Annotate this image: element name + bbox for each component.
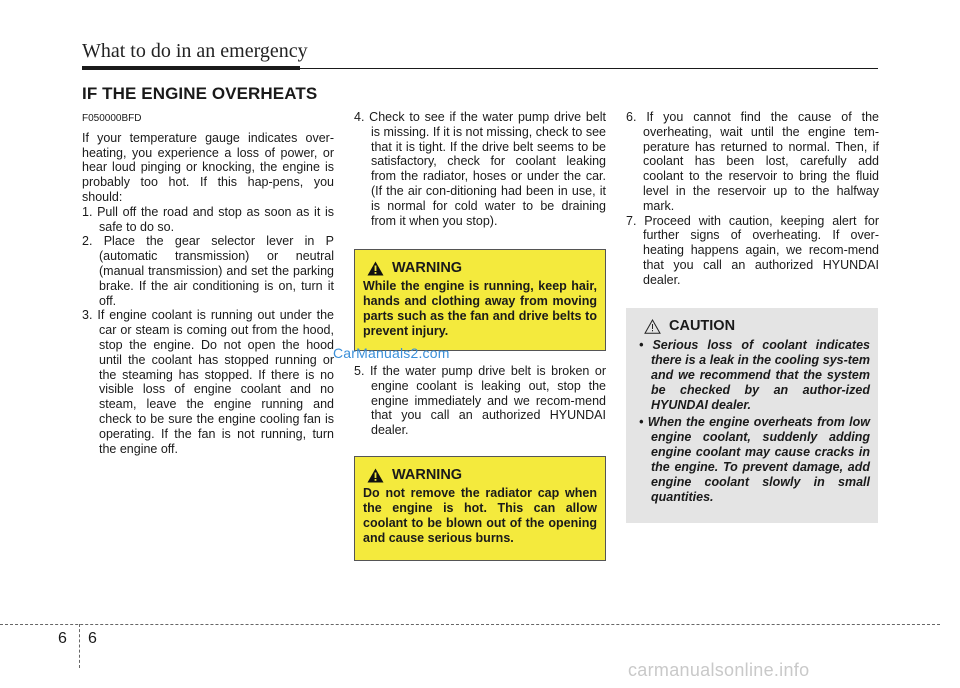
caution-title bbox=[644, 318, 870, 334]
footer-divider bbox=[79, 624, 80, 668]
page-number: 6 bbox=[88, 630, 97, 647]
site-watermark: carmanualsonline.info bbox=[628, 660, 810, 680]
column-2 bbox=[354, 110, 606, 228]
step-item: 6. If you cannot find the cause of the overheating, wait until the engine tem-perature has returned to normal. Then, if coolant has been lost, carefully add coolant to the reservoir to bring the fluid level in the reservoir up to the halfway mark. bbox=[626, 110, 879, 213]
step-item: 4. Check to see if the water pump drive belt is missing. If it is not missing, check to see that it is tight. If the drive belt seems to be satisfactory, check for coolant leaking from the radiator, hoses or under the car. (If the air con-ditioning had been in use, it is normal for cold water to be draining from it when you stop). bbox=[354, 110, 606, 228]
header-rule-thin bbox=[82, 68, 878, 69]
intro-paragraph: If your temperature gauge indicates over-heating, you experience a loss of power, or hear loud pinging or knocking, the engine is probably too hot. If this hap-pens, you should: bbox=[82, 130, 334, 204]
footer-rule bbox=[0, 624, 940, 625]
warning-title-text: WARNING bbox=[392, 260, 463, 276]
warning-body: Do not remove the radiator cap when the engine is hot. This can allow coolant to be blown out of the opening and cause serious burns. bbox=[363, 486, 597, 545]
warning-title bbox=[367, 260, 597, 276]
warning-title bbox=[367, 467, 597, 483]
column-2-lower bbox=[354, 364, 606, 438]
warning-box bbox=[354, 456, 606, 561]
column-3 bbox=[626, 110, 879, 288]
step-item: 3. If engine coolant is running out under the car or steam is coming out from the hood, stop the engine. Do not open the hood until the coolant has stopped running or the steaming has stopped. If there is no visible loss of engine coolant and no steam, leave the engine running and check to be sure the engine cooling fan is operating. If the fan is not running, turn the engine off. bbox=[82, 308, 334, 456]
caution-box bbox=[626, 308, 878, 523]
section-heading: IF THE ENGINE OVERHEATS bbox=[82, 84, 318, 103]
step-item: 5. If the water pump drive belt is broken or engine coolant is leaking out, stop the engine immediately and we recom-mend that you call an authorized HYUNDAI dealer. bbox=[354, 364, 606, 438]
caution-title-text: CAUTION bbox=[669, 318, 736, 334]
watermark-link[interactable]: CarManuals2.com bbox=[333, 345, 450, 361]
warning-body: While the engine is running, keep hair, hands and clothing away from moving parts such as the fan and drive belts to prevent injury. bbox=[363, 279, 597, 338]
chapter-number: 6 bbox=[58, 630, 67, 647]
page-header-title: What to do in an emergency bbox=[82, 40, 308, 62]
caution-item: • Serious loss of coolant indicates there is a leak in the cooling sys-tem and we recommend that the system be checked by an author-ized HYUNDAI dealer. bbox=[639, 338, 870, 412]
warning-title-text: WARNING bbox=[392, 467, 463, 483]
step-item: 2. Place the gear selector lever in P (automatic transmission) or neutral (manual transmission) and set the parking brake. If the air conditioning is on, turn it off. bbox=[82, 234, 334, 308]
step-item: 1. Pull off the road and stop as soon as it is safe to do so. bbox=[82, 204, 334, 234]
column-1 bbox=[82, 112, 334, 456]
warning-triangle-icon bbox=[367, 468, 384, 483]
step-item: 7. Proceed with caution, keeping alert for further signs of overheating. If over-heating happens again, we recom-mend that you call an authorized HYUNDAI dealer. bbox=[626, 213, 879, 287]
caution-triangle-icon bbox=[644, 319, 661, 334]
caution-item: • When the engine overheats from low engine coolant, suddenly adding engine coolant may cause cracks in the engine. To prevent damage, add engine coolant slowly in small quantities. bbox=[639, 415, 870, 504]
section-code: F050000BFD bbox=[82, 113, 142, 124]
warning-box bbox=[354, 249, 606, 351]
warning-triangle-icon bbox=[367, 261, 384, 276]
